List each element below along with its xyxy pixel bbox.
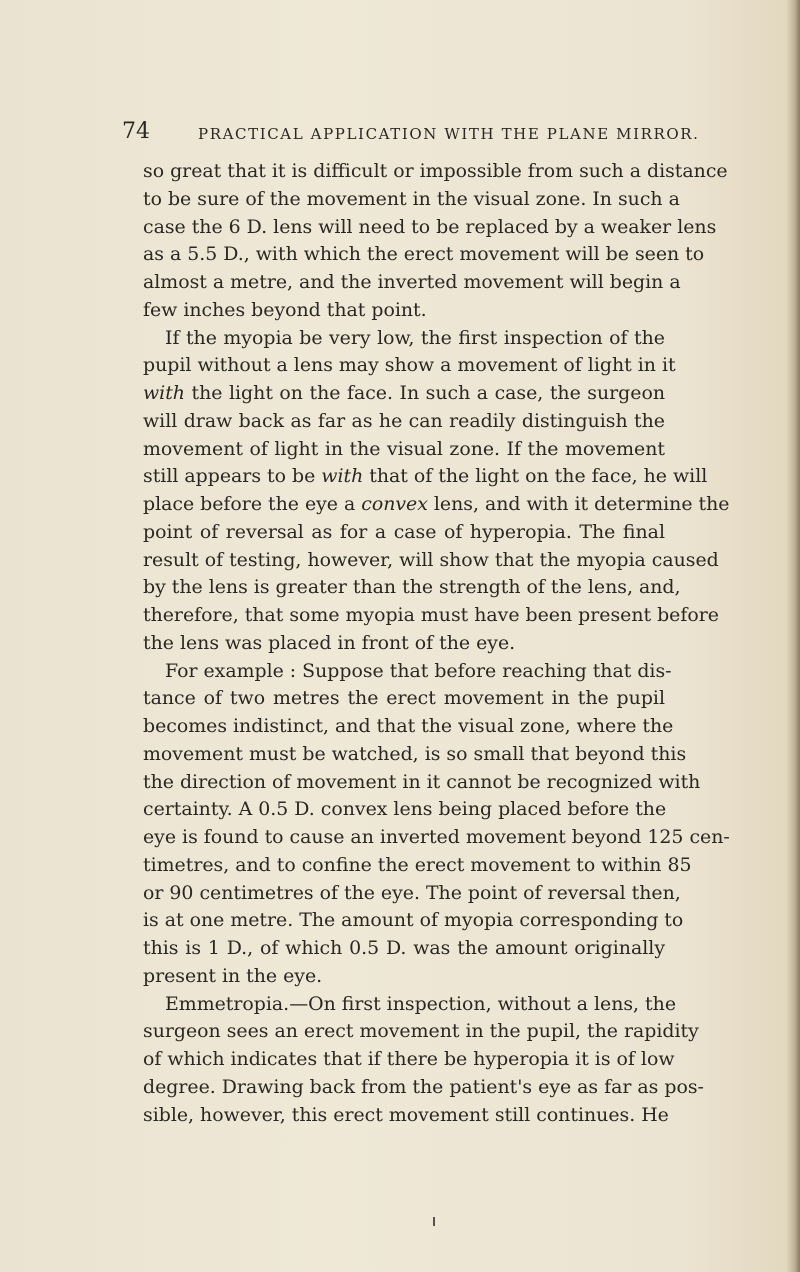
text-line: place before the eye a convex lens, and with it determine the — [143, 493, 730, 515]
emphasis: convex — [361, 493, 428, 515]
text-line: as a 5.5 D., with which the erect movement will be seen to — [143, 243, 705, 266]
text-line: timetres, and to confine the erect movement to within 85 — [143, 853, 692, 876]
text-line: Emmetropia.—On first inspection, without a lens, the — [165, 992, 676, 1015]
page-edge-shadow — [786, 0, 800, 1272]
text-line: becomes indistinct, and that the visual zone, where the — [143, 715, 674, 737]
text-line: to be sure of the movement in the visual zone. In such a — [143, 187, 680, 210]
text-line: of which indicates that if there be hyperopia it is of low — [143, 1048, 675, 1070]
emphasis: with — [143, 382, 185, 404]
text-line: For example : Suppose that before reaching that dis- — [165, 659, 672, 682]
text-line: eye is found to cause an inverted movement beyond 125 cen- — [143, 826, 730, 848]
text-line: is at one metre. The amount of myopia corresponding to — [143, 909, 684, 932]
text-line: therefore, that some myopia must have been present before — [143, 604, 719, 626]
text-line: still appears to be with that of the light on the face, he will — [143, 465, 708, 488]
text-line: with the light on the face. In such a case, the surgeon — [143, 382, 665, 404]
text-line: pupil without a lens may show a movement of light in it — [143, 354, 676, 377]
text-line: movement of light in the visual zone. If the movement — [143, 437, 665, 460]
text-line: by the lens is greater than the strength of the lens, and, — [143, 576, 681, 599]
text-line: the lens was placed in front of the eye. — [143, 631, 516, 654]
text-line: present in the eye. — [143, 964, 323, 987]
text-line: degree. Drawing back from the patient's eye as far as pos- — [143, 1075, 704, 1098]
text-line: this is 1 D., of which 0.5 D. was the amount originally — [143, 937, 665, 959]
text-line: movement must be watched, is so small that beyond this — [143, 742, 687, 765]
ink-mark — [433, 1217, 435, 1226]
text-line: few inches beyond that point. — [143, 298, 427, 321]
text-line: surgeon sees an erect movement in the pupil, the rapidity — [143, 1020, 699, 1043]
running-head: PRACTICAL APPLICATION WITH THE PLANE MIRROR. — [198, 125, 700, 143]
page-header — [122, 118, 700, 148]
text-line: result of testing, however, will show that the myopia caused — [143, 548, 719, 571]
text-line: tance of two metres the erect movement in the pupil — [143, 687, 665, 710]
text-line: will draw back as far as he can readily distinguish the — [143, 409, 665, 432]
text-line: case the 6 D. lens will need to be replaced by a weaker lens — [143, 215, 717, 238]
text-line: point of reversal as for a case of hyperopia. The final — [143, 520, 665, 543]
text-line: almost a metre, and the inverted movement will begin a — [143, 271, 681, 293]
text-line: the direction of movement in it cannot be recognized with — [143, 770, 701, 793]
text-line: If the myopia be very low, the first inspection of the — [165, 326, 665, 349]
text-line: so great that it is difficult or impossible from such a distance — [143, 160, 728, 182]
text-line: certainty. A 0.5 D. convex lens being placed before the — [143, 798, 667, 821]
page-number: 74 — [122, 119, 150, 144]
text-line: sible, however, this erect movement still continues. He — [143, 1103, 669, 1126]
text-line: or 90 centimetres of the eye. The point of reversal then, — [143, 881, 681, 904]
emphasis: with — [321, 465, 364, 488]
